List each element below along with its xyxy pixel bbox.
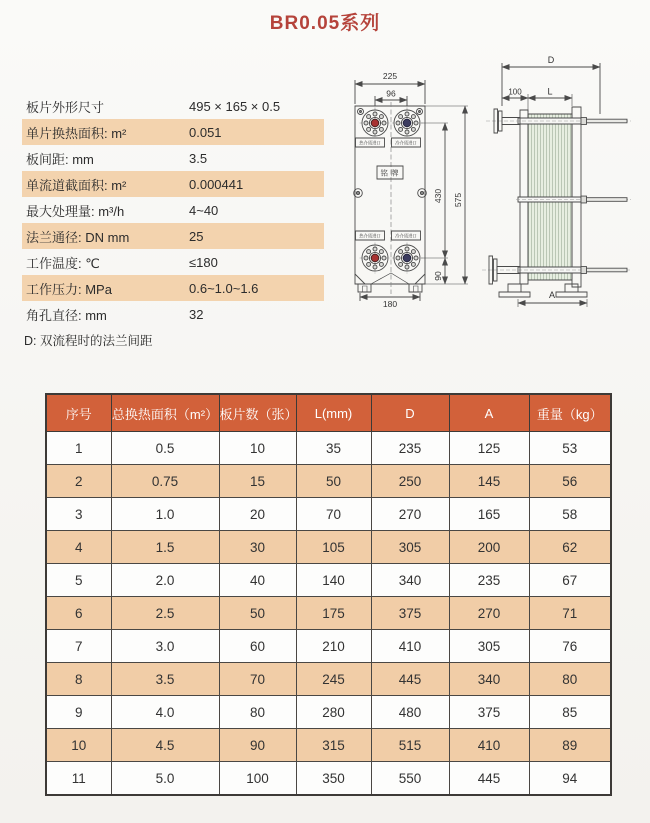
spec-row	[22, 301, 324, 327]
spec-row	[22, 93, 324, 119]
table-cell: 11	[46, 762, 111, 796]
dim-label: D	[547, 55, 555, 65]
table-cell: 35	[296, 432, 371, 465]
table-cell: 90	[219, 729, 296, 762]
spec-label: 单流道截面积: m²	[26, 177, 127, 193]
col-header-weight: 重量（kg）	[529, 394, 611, 432]
spec-label: 最大处理量: m³/h	[26, 203, 125, 219]
spec-row	[22, 275, 324, 301]
table-cell: 305	[371, 531, 449, 564]
table-cell: 0.75	[111, 465, 219, 498]
table-row	[46, 564, 611, 597]
table-cell: 280	[296, 696, 371, 729]
dim-label: L	[547, 86, 553, 97]
col-header-plate-count: 板片数（张）	[219, 394, 296, 432]
dim-label: 100	[508, 87, 522, 97]
table-cell: 70	[296, 498, 371, 531]
table-cell: 6	[46, 597, 111, 630]
table-header-row	[46, 394, 611, 432]
table-row	[46, 696, 611, 729]
table-cell: 10	[46, 729, 111, 762]
table-cell: 4.5	[111, 729, 219, 762]
table-cell: 8	[46, 663, 111, 696]
col-header-A: A	[449, 394, 529, 432]
spec-row	[22, 171, 324, 197]
spec-label: 法兰通径: DN mm	[26, 229, 130, 245]
table-cell: 85	[529, 696, 611, 729]
table-cell: 270	[449, 597, 529, 630]
table-cell: 15	[219, 465, 296, 498]
table-cell: 410	[371, 630, 449, 663]
table-cell: 375	[449, 696, 529, 729]
table-cell: 10	[219, 432, 296, 465]
spec-label: 角孔直径: mm	[26, 307, 107, 323]
spec-label: 板片外形尺寸	[26, 99, 105, 115]
table-row	[46, 498, 611, 531]
table-cell: 20	[219, 498, 296, 531]
cold-port-icon	[403, 119, 411, 127]
table-cell: 350	[296, 762, 371, 796]
dim-label: 96	[386, 88, 396, 99]
table-cell: 2	[46, 465, 111, 498]
table-row	[46, 531, 611, 564]
spec-row	[22, 119, 324, 145]
table-row	[46, 729, 611, 762]
table-cell: 235	[449, 564, 529, 597]
table-cell: 2.0	[111, 564, 219, 597]
page-title: BR0.05系列	[269, 13, 381, 34]
footnote-flange-note: D: 双流程时的法兰间距	[24, 334, 153, 348]
table-cell: 250	[371, 465, 449, 498]
table-cell: 1.0	[111, 498, 219, 531]
table-cell: 40	[219, 564, 296, 597]
table-cell: 76	[529, 630, 611, 663]
cold-port-label: 冷介质进口	[395, 140, 417, 146]
table-cell: 50	[219, 597, 296, 630]
table-cell: 7	[46, 630, 111, 663]
table-cell: 305	[449, 630, 529, 663]
spec-row	[22, 249, 324, 275]
table-cell: 105	[296, 531, 371, 564]
table-cell: 3	[46, 498, 111, 531]
table-cell: 5	[46, 564, 111, 597]
dim-label: 430	[433, 188, 443, 204]
table-row	[46, 762, 611, 796]
spec-row	[22, 223, 324, 249]
table-cell: 80	[529, 663, 611, 696]
table-row	[46, 465, 611, 498]
table-cell: 340	[371, 564, 449, 597]
dim-label: 575	[453, 192, 463, 208]
table-cell: 1	[46, 432, 111, 465]
dim-label: 90	[433, 271, 443, 281]
side-view-drawing	[482, 55, 631, 307]
spec-label: 单片换热面积: m²	[26, 125, 127, 141]
cold-port-icon	[403, 254, 411, 262]
spec-value: 32	[189, 306, 204, 322]
nameplate-label: 铭牌	[380, 168, 402, 178]
table-cell: 80	[219, 696, 296, 729]
cold-port-label: 冷介质进口	[395, 233, 417, 239]
spec-value: 495 × 165 × 0.5	[189, 98, 281, 114]
col-header-index: 序号	[46, 394, 111, 432]
table-cell: 67	[529, 564, 611, 597]
table-cell: 140	[296, 564, 371, 597]
spec-label: 工作温度: ℃	[26, 255, 100, 271]
table-cell: 9	[46, 696, 111, 729]
table-row	[46, 432, 611, 465]
spec-value: 4~40	[189, 202, 219, 218]
hot-port-icon	[371, 119, 379, 127]
table-cell: 5.0	[111, 762, 219, 796]
col-header-L: L(mm)	[296, 394, 371, 432]
table-cell: 145	[449, 465, 529, 498]
model-spec-table	[45, 393, 612, 796]
table-row	[46, 663, 611, 696]
hot-port-icon	[371, 254, 379, 262]
spec-list	[22, 93, 324, 327]
dim-label: 225	[382, 71, 398, 81]
spec-value: ≤180	[189, 254, 218, 270]
table-cell: 410	[449, 729, 529, 762]
table-cell: 210	[296, 630, 371, 663]
table-cell: 445	[371, 663, 449, 696]
table-cell: 62	[529, 531, 611, 564]
table-cell: 100	[219, 762, 296, 796]
dim-label: 180	[382, 299, 398, 309]
table-cell: 550	[371, 762, 449, 796]
col-header-total-area: 总换热面积（m²）	[111, 394, 219, 432]
table-cell: 340	[449, 663, 529, 696]
spec-value: 0.051	[189, 124, 222, 140]
table-cell: 71	[529, 597, 611, 630]
table-cell: 270	[371, 498, 449, 531]
table-cell: 3.0	[111, 630, 219, 663]
table-cell: 30	[219, 531, 296, 564]
technical-drawing	[338, 48, 650, 326]
table-cell: 2.5	[111, 597, 219, 630]
dim-label: A	[548, 290, 556, 300]
table-cell: 0.5	[111, 432, 219, 465]
table-cell: 125	[449, 432, 529, 465]
table-cell: 56	[529, 465, 611, 498]
table-cell: 245	[296, 663, 371, 696]
table-cell: 445	[449, 762, 529, 796]
table-cell: 165	[449, 498, 529, 531]
spec-value: 25	[189, 228, 204, 244]
table-cell: 4.0	[111, 696, 219, 729]
table-row	[46, 630, 611, 663]
table-cell: 315	[296, 729, 371, 762]
table-cell: 1.5	[111, 531, 219, 564]
table-cell: 70	[219, 663, 296, 696]
col-header-D: D	[371, 394, 449, 432]
table-cell: 175	[296, 597, 371, 630]
hot-port-label: 热介质进口	[359, 140, 381, 146]
table-cell: 50	[296, 465, 371, 498]
spec-row	[22, 145, 324, 171]
table-cell: 235	[371, 432, 449, 465]
table-row	[46, 597, 611, 630]
table-cell: 200	[449, 531, 529, 564]
spec-label: 工作压力: MPa	[26, 281, 112, 297]
table-cell: 3.5	[111, 663, 219, 696]
table-cell: 4	[46, 531, 111, 564]
spec-value: 3.5	[189, 150, 208, 166]
hot-port-label: 热介质进口	[359, 233, 381, 239]
spec-row	[22, 197, 324, 223]
table-cell: 515	[371, 729, 449, 762]
spec-label: 板间距: mm	[26, 151, 94, 167]
table-cell: 58	[529, 498, 611, 531]
table-cell: 89	[529, 729, 611, 762]
table-cell: 60	[219, 630, 296, 663]
spec-value: 0.000441	[189, 176, 244, 192]
table-cell: 375	[371, 597, 449, 630]
table-cell: 94	[529, 762, 611, 796]
front-view-drawing	[354, 71, 468, 309]
spec-value: 0.6~1.0~1.6	[189, 280, 259, 296]
table-cell: 53	[529, 432, 611, 465]
table-cell: 480	[371, 696, 449, 729]
